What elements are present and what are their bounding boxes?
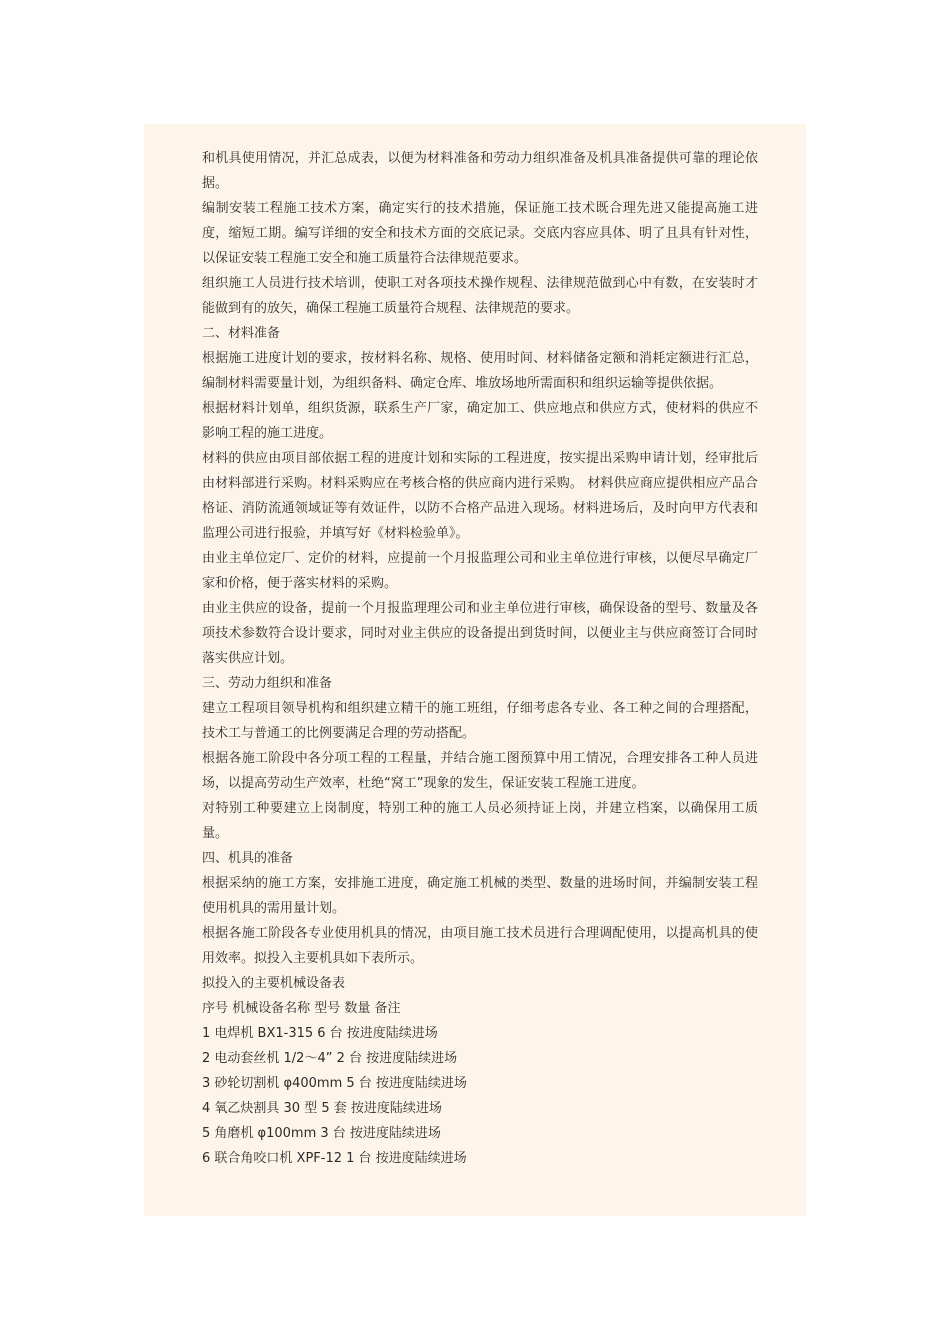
paragraph: 根据材料计划单，组织货源，联系生产厂家，确定加工、供应地点和供应方式，使材料的供应不影响工程的施工进度。 — [202, 401, 758, 441]
paragraph: 编制安装工程施工技术方案，确定实行的技术措施，保证施工技术既合理先进又能提高施工进度，缩短工期。编写详细的安全和技术方面的交底记录。交底内容应具体、明了且具有针对性，以保证安装工程施工安全和施工质量符合法律规范要求。 — [202, 201, 758, 266]
equipment-row: 2 电动套丝机 1/2～4” 2 台 按进度陆续进场 — [202, 1051, 458, 1066]
equipment-table-header: 序号 机械设备名称 型号 数量 备注 — [202, 1001, 401, 1016]
section-heading-machinery: 四、机具的准备 — [202, 851, 294, 866]
paragraph: 建立工程项目领导机构和组织建立精干的施工班组，仔细考虑各专业、各工种之间的合理搭配，技术工与普通工的比例要满足合理的劳动搭配。 — [202, 701, 758, 741]
paragraph: 根据采纳的施工方案，安排施工进度，确定施工机械的类型、数量的进场时间，并编制安装工程使用机具的需用量计划。 — [202, 876, 758, 916]
paragraph: 对特别工种要建立上岗制度，特别工种的施工人员必须持证上岗，并建立档案，以确保用工质量。 — [202, 801, 758, 841]
paragraph: 根据各施工阶段各专业使用机具的情况，由项目施工技术员进行合理调配使用，以提高机具的使用效率。拟投入主要机具如下表所示。 — [202, 926, 758, 966]
equipment-row: 5 角磨机 φ100mm 3 台 按进度陆续进场 — [202, 1126, 441, 1141]
section-heading-labor: 三、劳动力组织和准备 — [202, 676, 333, 691]
paragraph: 由业主供应的设备，提前一个月报监理理公司和业主单位进行审核，确保设备的型号、数量及各项技术参数符合设计要求，同时对业主供应的设备提出到货时间，以便业主与供应商签订合同时落实供应计划。 — [202, 601, 758, 666]
paragraph: 根据各施工阶段中各分项工程的工程量，并结合施工图预算中用工情况，合理安排各工种人员进场，以提高劳动生产效率，杜绝“窝工”现象的发生，保证安装工程施工进度。 — [202, 751, 758, 791]
document-page — [144, 124, 806, 1216]
paragraph: 组织施工人员进行技术培训，使职工对各项技术操作规程、法律规范做到心中有数，在安装时才能做到有的放矢，确保工程施工质量符合规程、法律规范的要求。 — [202, 276, 758, 316]
paragraph: 根据施工进度计划的要求，按材料名称、规格、使用时间、材料储备定额和消耗定额进行汇总，编制材料需要量计划，为组织备料、确定仓库、堆放场地所需面积和组织运输等提供依据。 — [202, 351, 758, 391]
paragraph: 由业主单位定厂、定价的材料，应提前一个月报监理公司和业主单位进行审核，以便尽早确定厂家和价格，便于落实材料的采购。 — [202, 551, 758, 591]
paragraph: 材料的供应由项目部依据工程的进度计划和实际的工程进度，按实提出采购申请计划，经审批后由材料部进行采购。材料采购应在考核合格的供应商内进行采购。 材料供应商应提供相应产品合格证、消防流通领域证等有效证件，以防不合格产品进入现场。材料进场后，及时向甲方代表和监理公司进行报验，并填写好《材料检验单》。 — [202, 451, 758, 541]
equipment-row: 4 氧乙炔割具 30 型 5 套 按进度陆续进场 — [202, 1101, 442, 1116]
paragraph: 和机具使用情况，并汇总成表，以便为材料准备和劳动力组织准备及机具准备提供可靠的理论依据。 — [202, 151, 758, 191]
document-body — [202, 146, 758, 1171]
equipment-table-title: 拟投入的主要机械设备表 — [202, 976, 346, 991]
equipment-row: 1 电焊机 BX1-315 6 台 按进度陆续进场 — [202, 1026, 438, 1041]
section-heading-materials: 二、材料准备 — [202, 326, 281, 341]
equipment-row: 3 砂轮切割机 φ400mm 5 台 按进度陆续进场 — [202, 1076, 467, 1091]
equipment-row: 6 联合角咬口机 XPF-12 1 台 按进度陆续进场 — [202, 1151, 467, 1166]
